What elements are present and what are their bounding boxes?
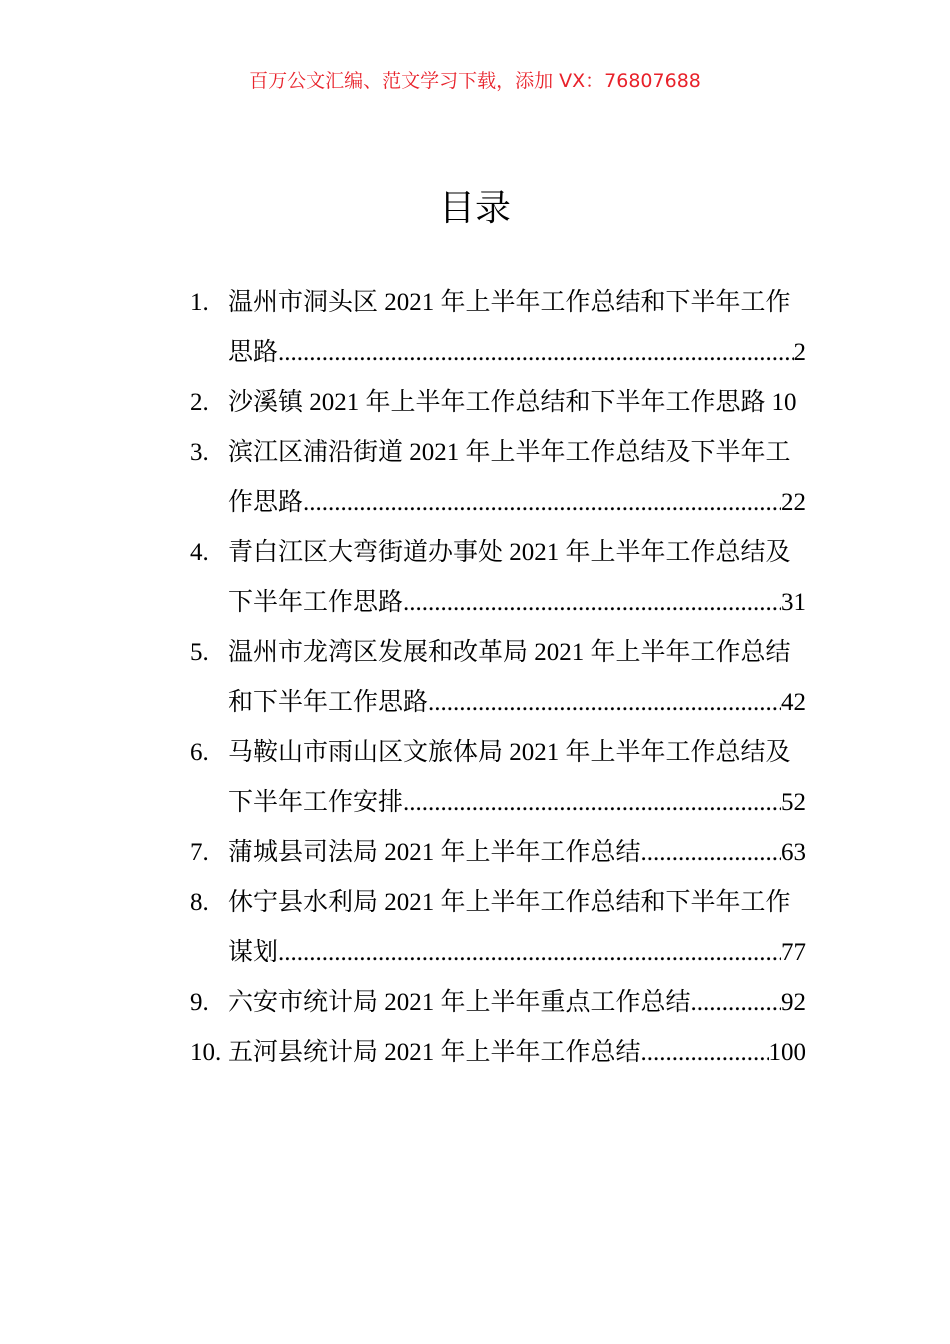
- toc-number: 8.: [190, 889, 209, 916]
- toc-page-number: 10: [771, 389, 797, 416]
- toc-title-cont: 思路: [228, 339, 279, 366]
- toc-title-cont: 下半年工作思路: [228, 589, 404, 616]
- toc-entry-4[interactable]: [190, 528, 806, 628]
- toc-page-number: 22: [781, 489, 806, 516]
- toc-entry-9[interactable]: [190, 978, 806, 1028]
- toc-number: 7.: [190, 839, 209, 866]
- toc-entry-8[interactable]: [190, 878, 806, 978]
- toc-number: 10.: [190, 1039, 222, 1066]
- toc-page-number: 92: [781, 989, 806, 1016]
- toc-number: 2.: [190, 389, 209, 416]
- toc-title: 温州市洞头区 2021 年上半年工作总结和下半年工作: [228, 289, 791, 316]
- toc-page-number: 100: [768, 1039, 806, 1066]
- toc-number: 9.: [190, 989, 209, 1016]
- toc-title-cont: 作思路: [228, 489, 304, 516]
- toc-title: 马鞍山市雨山区文旅体局 2021 年上半年工作总结及: [228, 739, 791, 766]
- page-title: 目录: [438, 188, 511, 229]
- dot-leader: [278, 928, 781, 978]
- dot-leader: [403, 778, 781, 828]
- table-of-contents: [190, 278, 806, 1078]
- dot-leader: [403, 578, 781, 628]
- toc-page-number: 2: [793, 339, 806, 366]
- toc-title-cont: 和下半年工作思路: [228, 689, 429, 716]
- toc-number: 1.: [190, 289, 209, 316]
- toc-title: 五河县统计局 2021 年上半年工作总结: [228, 1039, 641, 1066]
- toc-title-cont: 下半年工作安排: [228, 789, 404, 816]
- toc-page-number: 52: [781, 789, 806, 816]
- dot-leader: [278, 328, 793, 378]
- toc-number: 3.: [190, 439, 209, 466]
- toc-title: 温州市龙湾区发展和改革局 2021 年上半年工作总结: [228, 639, 791, 666]
- dot-leader: [428, 678, 781, 728]
- toc-title: 沙溪镇 2021 年上半年工作总结和下半年工作思路: [228, 389, 766, 416]
- dot-leader: [641, 828, 781, 878]
- toc-page-number: 31: [781, 589, 806, 616]
- toc-title: 蒲城县司法局 2021 年上半年工作总结: [228, 839, 641, 866]
- toc-title-cont: 谋划: [228, 939, 279, 966]
- toc-entry-10[interactable]: [190, 1028, 806, 1078]
- toc-number: 5.: [190, 639, 209, 666]
- dot-leader: [641, 1028, 769, 1078]
- toc-entry-5[interactable]: [190, 628, 806, 728]
- toc-entry-2[interactable]: [190, 378, 806, 428]
- toc-entry-6[interactable]: [190, 728, 806, 828]
- toc-entry-3[interactable]: [190, 428, 806, 528]
- watermark-header: 百万公文汇编、范文学习下载，添加 VX：76807688: [249, 70, 701, 92]
- toc-page-number: 77: [781, 939, 806, 966]
- toc-number: 6.: [190, 739, 209, 766]
- toc-title: 滨江区浦沿街道 2021 年上半年工作总结及下半年工: [228, 439, 791, 466]
- toc-page-number: 42: [781, 689, 806, 716]
- dot-leader: [691, 978, 781, 1028]
- toc-number: 4.: [190, 539, 209, 566]
- toc-title: 六安市统计局 2021 年上半年重点工作总结: [228, 989, 691, 1016]
- toc-entry-7[interactable]: [190, 828, 806, 878]
- toc-title: 休宁县水利局 2021 年上半年工作总结和下半年工作: [228, 889, 791, 916]
- dot-leader: [303, 478, 781, 528]
- toc-page-number: 63: [781, 839, 806, 866]
- toc-entry-1[interactable]: [190, 278, 806, 378]
- toc-title: 青白江区大弯街道办事处 2021 年上半年工作总结及: [228, 539, 791, 566]
